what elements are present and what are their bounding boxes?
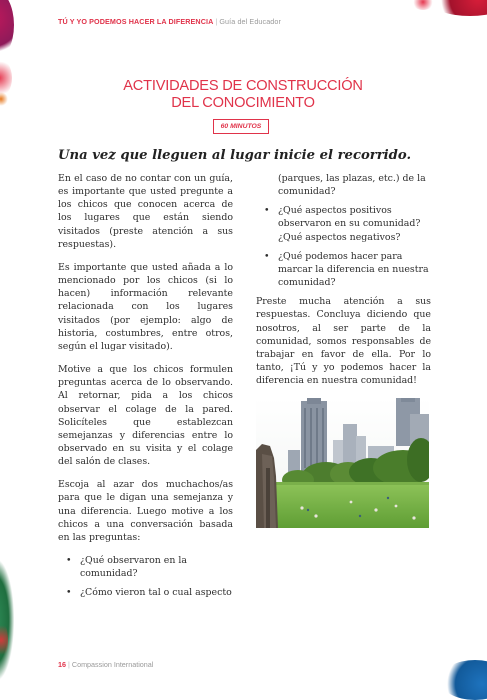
page-footer	[58, 660, 153, 669]
list-item	[256, 204, 431, 243]
list-item-text: ¿Qué observaron en la comunidad?	[80, 555, 187, 580]
header-separator: |	[215, 17, 218, 26]
paragraph-1: En el caso de no contar con un guía, es importante que usted pregunte a los chicos que conocen acerca de los lugares que están siendo visitados (preste atención a sus respuestas).	[58, 173, 233, 250]
list-item-text: ¿Qué podemos hacer para marcar la diferencia en nuestra comunidad?	[278, 250, 429, 289]
section-title-line-1: ACTIVIDADES DE CONSTRUCCIÓN	[123, 78, 363, 94]
section-title-line-2: DEL CONOCIMIENTO	[171, 95, 315, 111]
paint-splash-top-right-2	[412, 0, 434, 10]
paint-splash-top-left	[0, 0, 14, 60]
list-item	[58, 554, 233, 580]
list-item-text: ¿Qué aspectos positivos observaron en su comunidad? ¿Qué aspectos negativos?	[278, 205, 421, 243]
section-title	[58, 78, 428, 112]
question-list-right	[256, 204, 431, 289]
list-item	[58, 586, 233, 599]
bullet-icon: •	[264, 205, 270, 217]
duration-badge: 60 MINUTOS	[213, 119, 269, 134]
closing-paragraph: Preste mucha atención a sus respuestas. Concluya diciendo que nosotros, al ser parte de la comunidad, somos responsables de trabajar en favor de ella. Por lo tanto, ¡Tú y yo podemos hacer la diferencia en nuestra comunidad!	[256, 296, 431, 387]
bullet-icon: •	[264, 250, 270, 262]
footer-separator: |	[68, 660, 70, 669]
paint-splash-left-2	[0, 92, 8, 106]
header-title: TÚ Y YO PODEMOS HACER LA DIFERENCIA	[58, 17, 214, 26]
bullet-icon: •	[66, 555, 72, 567]
list-item	[256, 250, 431, 289]
paint-splash-top-right	[430, 0, 487, 16]
footer-publisher: Compassion International	[71, 660, 154, 669]
running-header	[58, 17, 281, 26]
paragraph-2: Es importante que usted añada a lo mencionado por los chicos (si lo hacen) información relevante relacionada con los lugares visitados (por ejemplo: algo de historia, costumbres, entre otros, según el lugar visitado).	[58, 261, 233, 352]
right-column	[256, 172, 431, 387]
left-column	[58, 172, 233, 606]
park-city-photo	[256, 398, 429, 528]
list-item-continuation: (parques, las plazas, etc.) de la comunidad?	[278, 173, 426, 198]
paragraph-4: Escoja al azar dos muchachos/as para que le digan una semejanza y una diferencia. Luego motive a los chicos a una conversación basada en las preguntas:	[58, 479, 233, 543]
paint-splash-bottom-right	[440, 660, 487, 700]
section-subtitle: Una vez que lleguen al lugar inicie el recorrido.	[58, 148, 412, 163]
question-list-left	[58, 554, 233, 599]
paragraph-3: Motive a que los chicos formulen preguntas acerca de lo observando. Al retornar, pida a los chicos observar el colage de la pared. Solicíteles que establezcan semejanzas y diferencias entre lo observado en su visita y el colage del salón de clases.	[58, 364, 233, 468]
page-number: 16	[58, 660, 66, 669]
bullet-icon: •	[66, 587, 72, 599]
list-item-text: ¿Cómo vieron tal o cual aspecto	[80, 587, 232, 599]
header-subtitle: Guía del Educador	[219, 17, 281, 26]
